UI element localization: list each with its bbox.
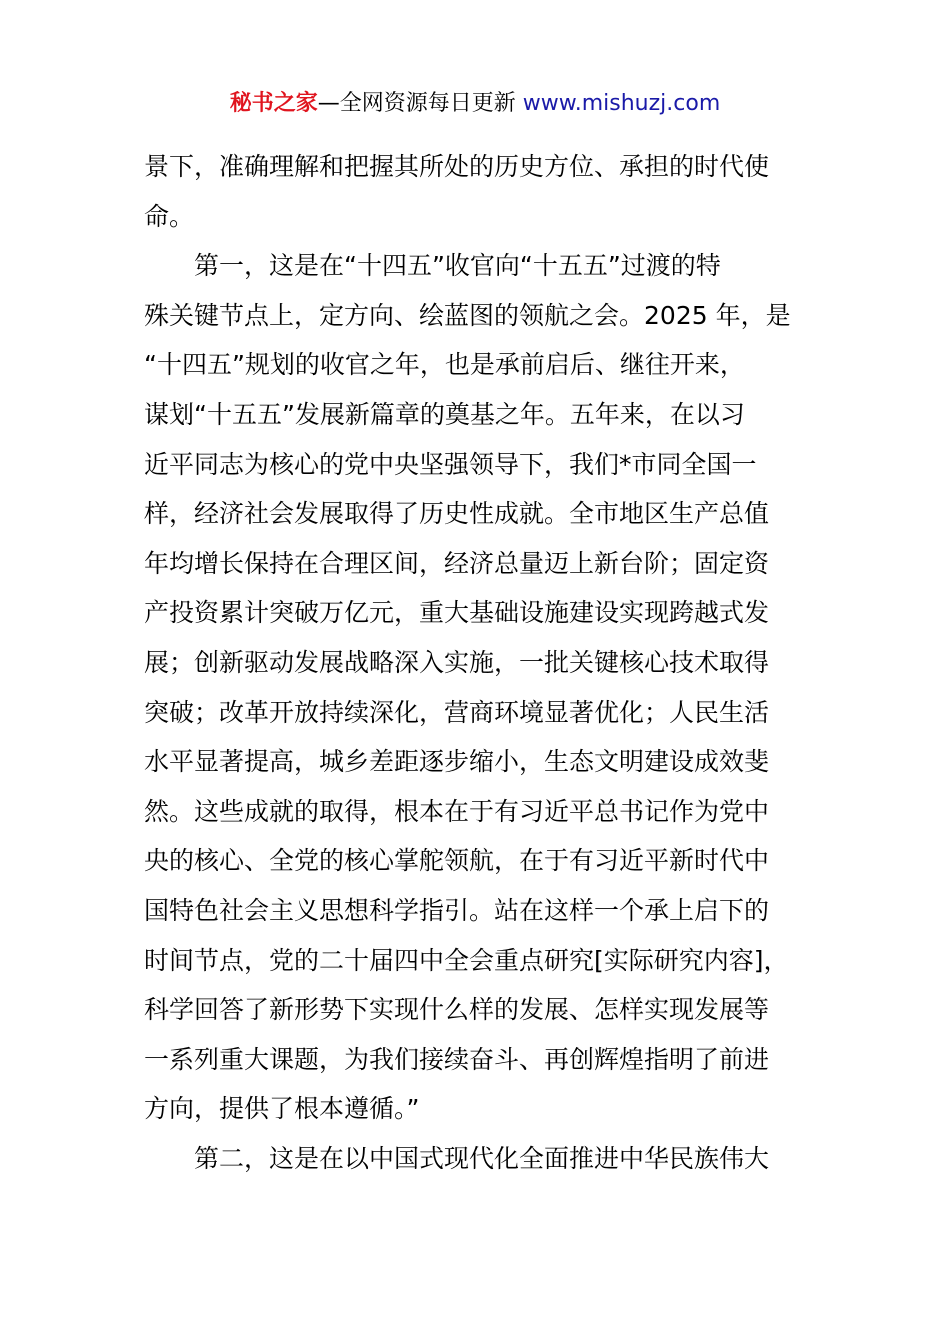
text-line: 年均增长保持在合理区间，经济总量迈上新台阶；固定资 [144,548,770,578]
text-line: 命。 [144,201,195,231]
text-line: 第一，这是在“十四五”收官向“十五五”过渡的特 [144,251,721,281]
text-line: 近平同志为核心的党中央坚强领导下，我们*市同全国一 [144,449,757,479]
text-line: 第二，这是在以中国式现代化全面推进中华民族伟大 [144,1143,770,1173]
document-header [0,88,950,120]
header-tagline: —全网资源每日更新 [317,91,523,116]
text-line: 殊关键节点上，定方向、绘蓝图的领航之会。2025 年，是 [144,300,791,330]
text-line: 景下，准确理解和把握其所处的历史方位、承担的时代使 [144,152,770,181]
text-line: 方向，提供了根本遵循。” [144,1094,420,1124]
text-line: 时间节点，党的二十届四中全会重点研究[实际研究内容]， [144,945,789,975]
text-line: 谋划“十五五”发展新篇章的奠基之年。五年来，在以习 [144,399,745,429]
text-line: “十四五”规划的收官之年，也是承前启后、继往开来， [144,350,745,380]
text-line: 央的核心、全党的核心掌舵领航，在于有习近平新时代中 [144,846,770,876]
document-body [144,142,809,1183]
text-line: 产投资累计突破万亿元，重大基础设施建设实现跨越式发 [144,598,770,628]
text-line: 国特色社会主义思想科学指引。站在这样一个承上启下的 [144,895,770,925]
brand-name: 秘书之家 [229,91,318,116]
site-url-link[interactable]: www.mishuzj.com [522,91,721,116]
text-line: 水平显著提高，城乡差距逐步缩小，生态文明建设成效斐 [144,747,770,777]
text-line: 然。这些成就的取得，根本在于有习近平总书记作为党中 [144,796,770,826]
text-line: 一系列重大课题，为我们接续奋斗、再创辉煌指明了前进 [144,1044,770,1074]
text-line: 展；创新驱动发展战略深入实施，一批关键核心技术取得 [144,647,770,677]
text-line: 样，经济社会发展取得了历史性成就。全市地区生产总值 [144,499,770,529]
text-line: 突破；改革开放持续深化，营商环境显著优化；人民生活 [144,697,770,727]
text-line: 科学回答了新形势下实现什么样的发展、怎样实现发展等 [144,995,770,1025]
